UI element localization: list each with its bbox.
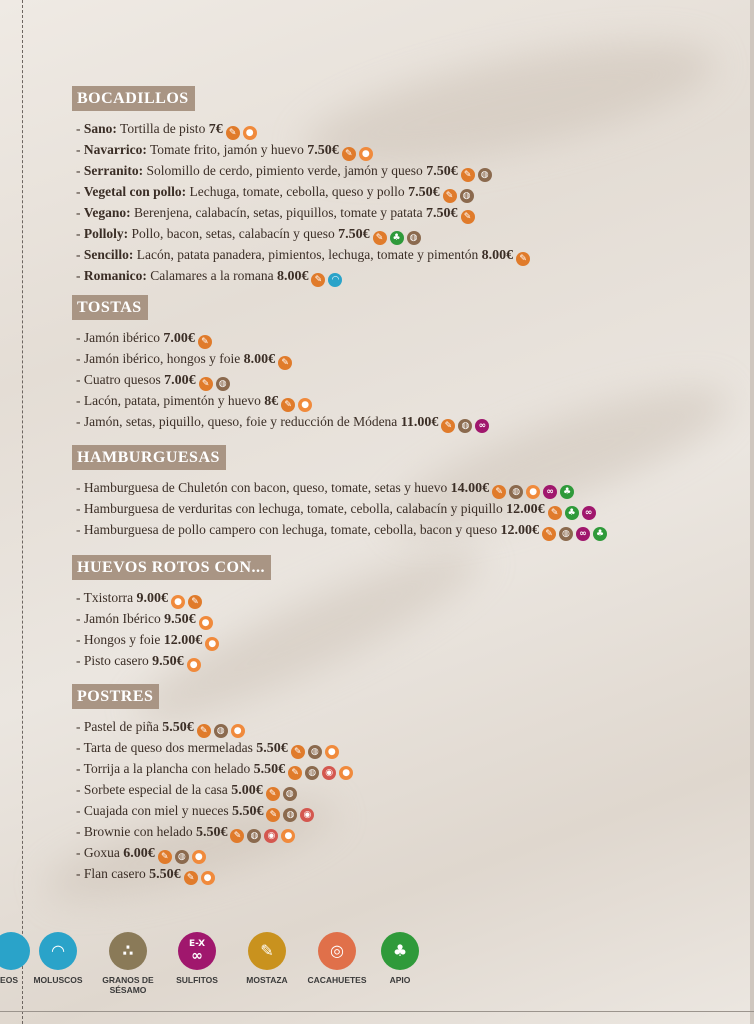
item-description: Txistorra [83, 590, 137, 605]
item-description: Pisto casero [83, 653, 153, 668]
legend-label: GRANOS DE SÉSAMO [102, 975, 154, 995]
item-description: Hamburguesa de Chuletón con bacon, queso, tomate, setas y huevo [83, 480, 451, 495]
huevo-allergen-icon: ● [281, 829, 295, 843]
apio-allergen-icon: ♣ [565, 506, 579, 520]
gluten-allergen-icon: ✎ [492, 485, 506, 499]
gluten-allergen-icon: ✎ [158, 850, 172, 864]
item-description: Pastel de piña [83, 719, 163, 734]
gluten-allergen-icon: ✎ [542, 527, 556, 541]
menu-item: - Serranito: Solomillo de cerdo, pimiento verde, jamón y queso 7.50€ ✎ ◍ [76, 161, 530, 182]
menu-item: - Hamburguesa de Chuletón con bacon, queso, tomate, setas y huevo 14.00€ ✎ ◍ ● ∞ ♣ [76, 478, 607, 499]
fold-line [22, 0, 23, 1024]
item-price: 5.00€ [231, 783, 263, 798]
item-description: Goxua [83, 845, 124, 860]
gluten-allergen-icon: ✎ [230, 829, 244, 843]
item-price: 7€ [208, 122, 223, 137]
lacteos-allergen-icon: ◍ [559, 527, 573, 541]
item-name: Romanico: [83, 268, 147, 283]
menu-item: - Brownie con helado 5.50€ ✎ ◍ ◉ ● [76, 822, 353, 843]
allergen-legend [0, 932, 754, 1002]
gluten-allergen-icon: ✎ [342, 147, 356, 161]
gluten-allergen-icon: ✎ [197, 724, 211, 738]
huevo-allergen-icon: ● [339, 766, 353, 780]
menu-item: - Pastel de piña 5.50€ ✎ ◍ ● [76, 717, 353, 738]
item-description: Tarta de queso dos mermeladas [83, 740, 257, 755]
item-description: Hamburguesa de verduritas con lechuga, tomate, cebolla, calabacín y piquillo [83, 501, 507, 516]
menu-item: - Hamburguesa de pollo campero con lechuga, tomate, cebolla, bacon y queso 12.00€ ✎ ◍ ∞ ♣ [76, 520, 607, 541]
gluten-allergen-icon: ✎ [548, 506, 562, 520]
item-name: Sano: [83, 121, 117, 136]
item-name: Polloly: [83, 226, 129, 241]
item-price: 7.50€ [426, 206, 458, 221]
item-name: Sencillo: [83, 247, 134, 262]
menu-item: - Sencillo: Lacón, patata panadera, pimientos, lechuga, tomate y pimentón 8.00€ ✎ [76, 245, 530, 266]
gluten-allergen-icon: ✎ [266, 808, 280, 822]
item-price: 12.00€ [163, 633, 203, 648]
menu-item: - Txistorra 9.00€ ● ✎ [76, 588, 271, 609]
huevo-allergen-icon: ● [205, 637, 219, 651]
shell-icon: ◠ [39, 932, 77, 970]
item-description: Jamón ibérico [83, 330, 164, 345]
item-description: Berenjena, calabacín, setas, piquillos, tomate y patata [130, 205, 427, 220]
legend-label: SULFITOS [176, 975, 218, 985]
menu-item: - Vegano: Berenjena, calabacín, setas, piquillos, tomate y patata 7.50€ ✎ [76, 203, 530, 224]
menu-item: - Navarrico: Tomate frito, jamón y huevo 7.50€ ✎ ● [76, 140, 530, 161]
legend-label: CACAHUETES [307, 975, 367, 985]
lacteos-allergen-icon: ◍ [478, 168, 492, 182]
huevo-allergen-icon: ● [298, 398, 312, 412]
item-description: Cuajada con miel y nueces [83, 803, 232, 818]
item-description: Flan casero [83, 866, 150, 881]
menu-item: - Flan casero 5.50€ ✎ ● [76, 864, 353, 885]
huevo-allergen-icon: ● [171, 595, 185, 609]
item-price: 5.50€ [231, 804, 264, 819]
item-price: 8€ [264, 394, 279, 409]
huevo-allergen-icon: ● [201, 871, 215, 885]
item-price: 12.00€ [506, 502, 545, 517]
item-description: Solomillo de cerdo, pimiento verde, jamón y queso [143, 163, 427, 178]
item-description: Tortilla de pisto [116, 121, 209, 136]
sulfitos-allergen-icon: ∞ [543, 485, 557, 499]
lacteos-allergen-icon: ◍ [509, 485, 523, 499]
item-price: 9.50€ [164, 612, 196, 627]
item-description: Jamón ibérico, hongos y foie [83, 351, 244, 366]
section-title: BOCADILLOS [72, 86, 195, 111]
sulfites-mark: E-X [188, 939, 206, 949]
item-description: Jamón Ibérico [83, 611, 165, 626]
section-title: TOSTAS [72, 295, 148, 320]
gluten-allergen-icon: ✎ [188, 595, 202, 609]
page-bottom-rule [0, 1011, 754, 1012]
item-price: 6.00€ [123, 846, 155, 861]
item-description: Hamburguesa de pollo campero con lechuga, tomate, cebolla, bacon y queso [83, 522, 501, 537]
gluten-allergen-icon: ✎ [441, 419, 455, 433]
huevo-allergen-icon: ● [187, 658, 201, 672]
item-price: 7.50€ [426, 164, 458, 179]
item-name: Vegano: [83, 205, 131, 220]
lacteos-allergen-icon: ◍ [175, 850, 189, 864]
huevo-allergen-icon: ● [192, 850, 206, 864]
menu-item: - Jamón, setas, piquillo, queso, foie y reducción de Módena 11.00€ ✎ ◍ ∞ [76, 412, 489, 433]
lacteos-allergen-icon: ◍ [305, 766, 319, 780]
gluten-allergen-icon: ✎ [288, 766, 302, 780]
menu-item: - Polloly: Pollo, bacon, setas, calabacín y queso 7.50€ ✎ ♣ ◍ [76, 224, 530, 245]
item-price: 9.00€ [136, 591, 169, 606]
item-description: Cuatro quesos [83, 372, 165, 387]
lacteos-allergen-icon: ◍ [247, 829, 261, 843]
gluten-allergen-icon: ✎ [311, 273, 325, 287]
item-name: Vegetal con pollo: [83, 184, 187, 199]
item-price: 5.50€ [195, 825, 228, 840]
menu-item: - Pisto casero 9.50€ ● [76, 651, 271, 672]
gluten-allergen-icon: ✎ [278, 356, 292, 370]
item-name: Serranito: [83, 163, 144, 178]
huevo-allergen-icon: ● [231, 724, 245, 738]
menu-item: - Jamón Ibérico 9.50€ ● [76, 609, 271, 630]
item-description: Lacón, patata, pimentón y huevo [83, 393, 265, 408]
item-price: 14.00€ [450, 481, 490, 496]
gluten-allergen-icon: ✎ [373, 231, 387, 245]
item-name: Navarrico: [83, 142, 147, 157]
huevo-allergen-icon: ● [199, 616, 213, 630]
menu-item: - Jamón ibérico, hongos y foie 8.00€ ✎ [76, 349, 489, 370]
apio-allergen-icon: ♣ [560, 485, 574, 499]
lacteos-allergen-icon: ◍ [308, 745, 322, 759]
menu-item: - Cuatro quesos 7.00€ ✎ ◍ [76, 370, 489, 391]
gluten-allergen-icon: ✎ [291, 745, 305, 759]
section-title: POSTRES [72, 684, 159, 709]
sulfitos-allergen-icon: ∞ [576, 527, 590, 541]
menu-item: - Torrija a la plancha con helado 5.50€ ✎ ◍ ◉ ● [76, 759, 353, 780]
lacteos-allergen-icon: ◍ [407, 231, 421, 245]
infinity-icon: ∞ [191, 948, 203, 964]
legend-label: MOSTAZA [246, 975, 288, 985]
item-description: Sorbete especial de la casa [83, 782, 232, 797]
lacteos-allergen-icon: ◍ [216, 377, 230, 391]
item-description: Jamón, setas, piquillo, queso, foie y reducción de Módena [83, 414, 401, 429]
section-title: HAMBURGUESAS [72, 445, 226, 470]
menu-item: - Vegetal con pollo: Lechuga, tomate, cebolla, queso y pollo 7.50€ ✎ ◍ [76, 182, 530, 203]
gluten-allergen-icon: ✎ [461, 210, 475, 224]
item-description: Brownie con helado [83, 824, 196, 839]
item-price: 5.50€ [162, 720, 194, 735]
gluten-allergen-icon: ✎ [199, 377, 213, 391]
menu-item: - Tarta de queso dos mermeladas 5.50€ ✎ ◍ ● [76, 738, 353, 759]
gluten-allergen-icon: ✎ [443, 189, 457, 203]
item-description: Tomate frito, jamón y huevo [146, 142, 308, 157]
menu-item: - Sorbete especial de la casa 5.00€ ✎ ◍ [76, 780, 353, 801]
gluten-allergen-icon: ✎ [281, 398, 295, 412]
gluten-allergen-icon: ✎ [266, 787, 280, 801]
lacteos-allergen-icon: ◍ [214, 724, 228, 738]
gluten-allergen-icon: ✎ [198, 335, 212, 349]
item-price: 5.50€ [256, 741, 288, 756]
huevo-allergen-icon: ● [325, 745, 339, 759]
apio-allergen-icon: ♣ [390, 231, 404, 245]
sulfites-icon [178, 932, 216, 970]
gluten-allergen-icon: ✎ [461, 168, 475, 182]
frutos-allergen-icon: ◉ [264, 829, 278, 843]
sesame-icon: ∴ [109, 932, 147, 970]
menu-item: - Romanico: Calamares a la romana 8.00€ ✎ ◠ [76, 266, 530, 287]
huevo-allergen-icon: ● [243, 126, 257, 140]
gluten-allergen-icon: ✎ [226, 126, 240, 140]
item-description: Torrija a la plancha con helado [83, 761, 254, 776]
item-price: 11.00€ [400, 415, 439, 430]
menu-item: - Jamón ibérico 7.00€ ✎ [76, 328, 489, 349]
item-price: 8.00€ [481, 248, 514, 263]
item-description: Lechuga, tomate, cebolla, queso y pollo [186, 184, 409, 199]
item-price: 5.50€ [253, 762, 286, 777]
item-description: Lacón, patata panadera, pimientos, lechuga, tomate y pimentón [133, 247, 482, 262]
section-postres [72, 684, 353, 885]
menu-item: - Hamburguesa de verduritas con lechuga, tomate, cebolla, calabacín y piquillo 12.00€ ✎ ♣ ∞ [76, 499, 607, 520]
item-price: 8.00€ [243, 352, 276, 367]
section-huevos-rotos-con [72, 555, 271, 672]
legend-label: APIO [389, 975, 411, 985]
lacteos-allergen-icon: ◍ [458, 419, 472, 433]
legend-item [355, 932, 445, 985]
lacteos-allergen-icon: ◍ [460, 189, 474, 203]
gluten-allergen-icon: ✎ [516, 252, 530, 266]
item-description: Calamares a la romana [146, 268, 277, 283]
page-edge [750, 0, 754, 1024]
legend-label: EOS [0, 975, 18, 985]
item-price: 7.00€ [164, 373, 196, 388]
lacteos-allergen-icon: ◍ [283, 808, 297, 822]
item-description: Pollo, bacon, setas, calabacín y queso [128, 226, 339, 241]
peanut-icon: ◎ [318, 932, 356, 970]
item-price: 12.00€ [500, 523, 539, 538]
menu-item: - Goxua 6.00€ ✎ ◍ ● [76, 843, 353, 864]
item-price: 9.50€ [152, 654, 184, 669]
menu-item: - Hongos y foie 12.00€ ● [76, 630, 271, 651]
apio-allergen-icon: ♣ [593, 527, 607, 541]
section-bocadillos [72, 86, 530, 287]
menu-item: - Cuajada con miel y nueces 5.50€ ✎ ◍ ◉ [76, 801, 353, 822]
huevo-allergen-icon: ● [359, 147, 373, 161]
frutos-allergen-icon: ◉ [300, 808, 314, 822]
section-tostas [72, 295, 489, 433]
item-price: 7.00€ [163, 331, 195, 346]
frutos-allergen-icon: ◉ [322, 766, 336, 780]
menu-item: - Sano: Tortilla de pisto 7€ ✎ ● [76, 119, 530, 140]
moluscos-allergen-icon: ◠ [328, 273, 342, 287]
sulfitos-allergen-icon: ∞ [582, 506, 596, 520]
item-description: Hongos y foie [83, 632, 164, 647]
lacteos-allergen-icon: ◍ [283, 787, 297, 801]
mustard-icon: ✎ [248, 932, 286, 970]
gluten-allergen-icon: ✎ [184, 871, 198, 885]
huevo-allergen-icon: ● [526, 485, 540, 499]
item-price: 7.50€ [338, 227, 370, 242]
item-price: 5.50€ [149, 867, 181, 882]
item-price: 7.50€ [307, 143, 339, 158]
item-price: 8.00€ [276, 269, 309, 284]
section-title: HUEVOS ROTOS CON... [72, 555, 271, 580]
menu-item: - Lacón, patata, pimentón y huevo 8€ ✎ ● [76, 391, 489, 412]
sulfitos-allergen-icon: ∞ [475, 419, 489, 433]
celery-icon: ♣ [381, 932, 419, 970]
section-hamburguesas [72, 445, 607, 541]
legend-label: MOLUSCOS [33, 975, 83, 985]
item-price: 7.50€ [408, 185, 440, 200]
